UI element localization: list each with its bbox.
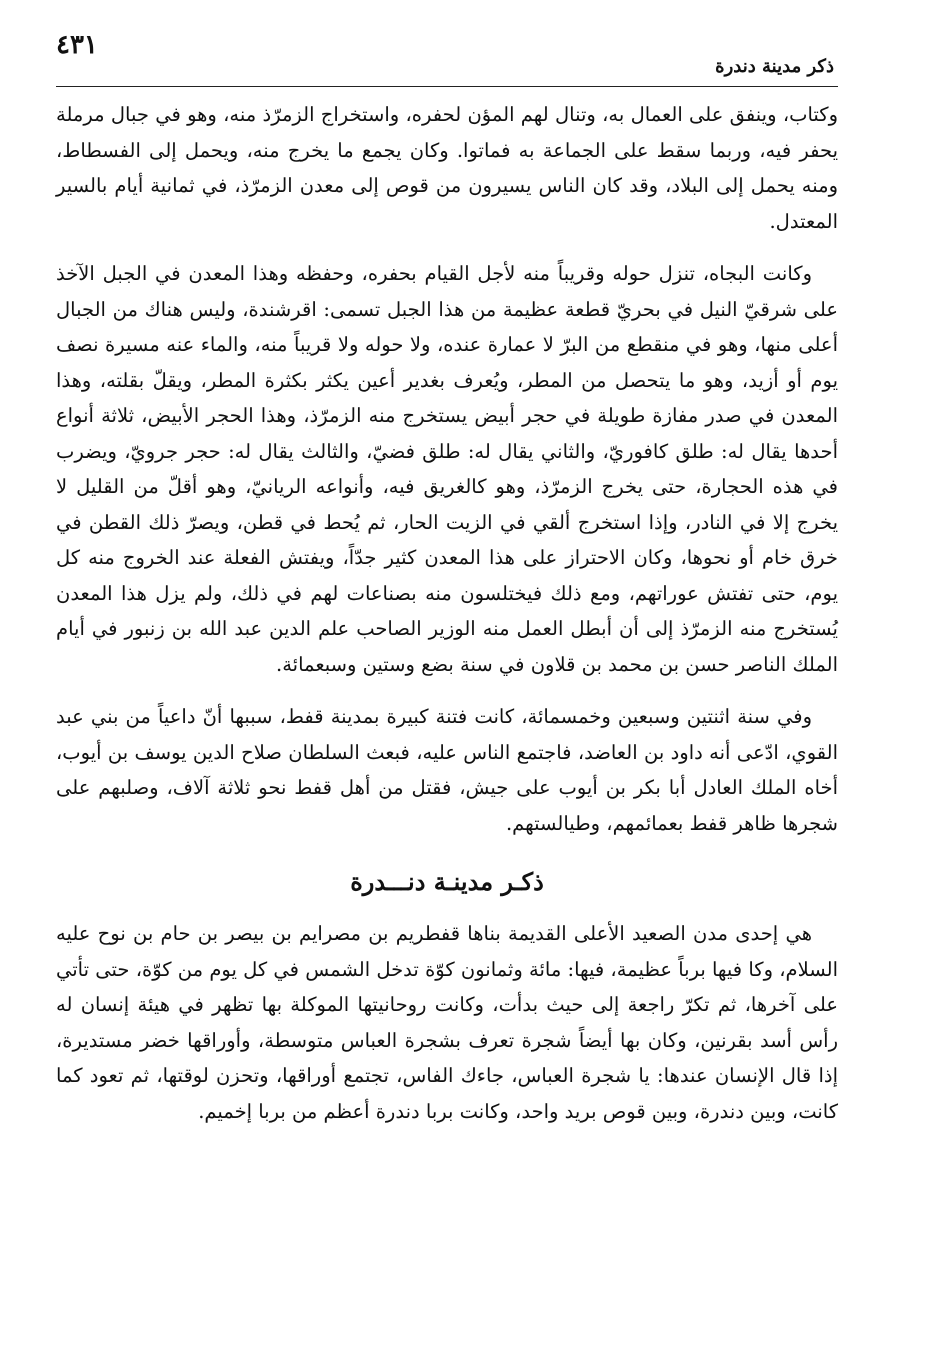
paragraph-3: وفي سنة اثنتين وسبعين وخمسمائة، كانت فتنة كبيرة بمدينة قفط، سببها أنّ داعياً من بني عبد القوي، ادّعى أنه داود بن العاضد، فاجتمع الناس عليه، فبعث السلطان صلاح الدين يوسف بن أيوب، أخاه الملك العادل أبا بكر بن أيوب على جيش، فقتل من أهل قفط نحو ثلاثة آلاف، وصلبهم على شجرها ظاهر قفط بعمائمهم، وطيالستهم. [56,705,838,835]
page-number: ٤٣١ [56,30,98,60]
section-paragraph: هي إحدى مدن الصعيد الأعلى القديمة بناها قفطريم بن مصرايم بن بيصر بن حام بن نوح عليه السلام، وكا فيها برباً عظيمة، فيها: مائة وثمانون كوّة تدخل الشمس في كل يوم من كوّة، حتى تأتي على آخرها، ثم تكرّ راجعة إلى حيث بدأت، وكانت روحانيتها الموكلة بها تظهر في هيئة إنسان له رأس أسد بقرنين، وكان بها أيضاً شجرة تعرف بشجرة العباس متوسطة، وأوراقها خضر مستديرة، إذا قال الإنسان عندها: يا شجرة العباس، جاءك الفاس، تجتمع أوراقها، وتحزن لوقتها، ثم تعود كما كانت، وبين دندرة، وبين قوص بريد واحد، وكانت بربا دندرة أعظم من بربا إخميم. [56,922,838,1123]
book-page [56,28,838,1338]
page-header [56,28,838,87]
paragraph-2: وكانت البجاه، تنزل حوله وقريباً منه لأجل القيام بحفره، وحفظه وهذا المعدن في الجبل الآخذ على شرقيّ النيل في بحريّ قطعة عظيمة من هذا الجبل تسمى: اقرشندة، وليس هناك من الجبال أعلى منها، وهو في منقطع من البرّ لا عمارة عنده، ولا حوله ولا قريباً منه، والماء عنه مسيرة نصف يوم أو أزيد، وهو ما يتحصل من المطر، ويُعرف بغدير أعين يكثر بكثرة المطر، ويقلّ بقلته، وهذا المعدن في صدر مفازة طويلة في حجر أبيض يستخرج منه الزمرّذ، وهذا الحجر الأبيض، ثلاثة أنواع أحدها يقال له: طلق كافوريّ، والثاني يقال له: طلق فضيّ، والثالث يقال له: حجر جرويّ، ويضرب في هذه الحجارة، حتى يخرج الزمرّذ، وهو كالغريق فيه، وأنواعه الريانيّ، وهو أقلّ من القليل لا يخرج إلا في النادر، وإذا استخرج ألقي في الزيت الحار، ثم يُحط في قطن، ويصرّ ذلك القطن في خرق خام أو نحوها، وكان الاحتراز على هذا المعدن كثير جدّاً، ويفتش الفعلة عند الخروج منه كل يوم، حتى تفتش عوراتهم، ومع ذلك فيختلسون منه بصناعات لهم في ذلك، ولم يزل هذا المعدن يُستخرج منه الزمرّذ إلى أن أبطل العمل منه الوزير الصاحب علم الدين عبد الله بن زنبور في أيام الملك الناصر حسن بن محمد بن قلاون في سنة بضع وستين وسبعمائة. [56,262,838,676]
page-body [56,97,838,1129]
section-title: ذكـر مدينـة دنـــدرة [350,867,544,896]
paragraph-1: وكتاب، وينفق على العمال به، وتنال لهم المؤن لحفره، واستخراج الزمرّذ منه، وهو في جبال مرملة يحفر فيه، وربما سقط على الجماعة به فماتوا. وكان يجمع ما يخرج منه، ويحمل إلى الفسطاط، ومنه يحمل إلى البلاد، وقد كان الناس يسيرون من قوص إلى معدن الزمرّذ، في ثمانية أيام بالسير المعتدل. [56,103,838,233]
running-title: ذكر مدينة دندرة [715,56,834,77]
